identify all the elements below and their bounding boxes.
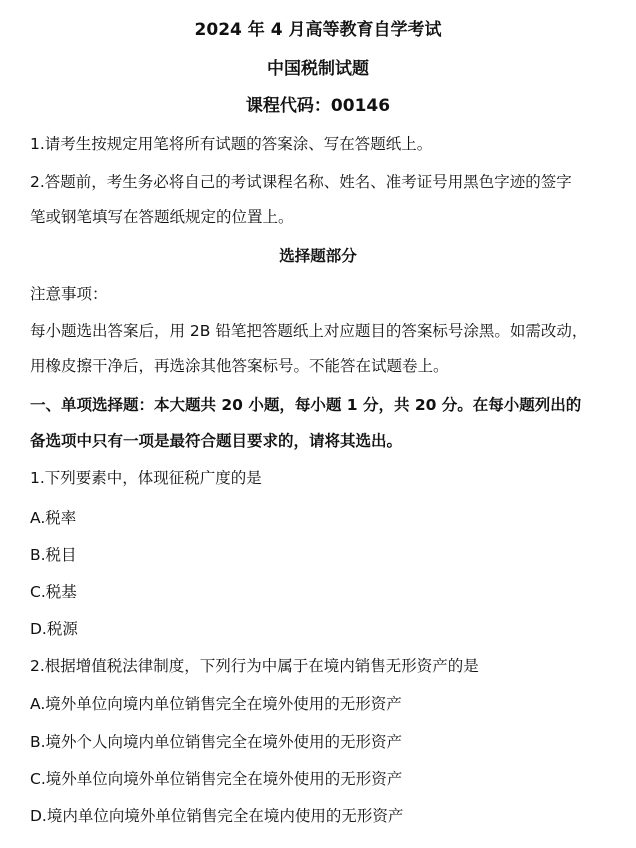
instruction-2-line-2: 笔或钢笔填写在答题纸规定的位置上。 xyxy=(30,208,294,226)
question-1-option-a: A.税率 xyxy=(30,509,77,527)
question-2-option-c: C.境外单位向境外单位销售完全在境外使用的无形资产 xyxy=(30,770,403,788)
notice-line-2: 用橡皮擦干净后，再选涂其他答案标号。不能答在试题卷上。 xyxy=(30,357,449,375)
instruction-2-line-1: 2.答题前，考生务必将自己的考试课程名称、姓名、准考证号用黑色字迹的签字 xyxy=(30,173,572,191)
question-2-option-d: D.境内单位向境外单位销售完全在境内使用的无形资产 xyxy=(30,807,404,825)
question-1-option-c: C.税基 xyxy=(30,583,77,601)
instruction-1: 1.请考生按规定用笔将所有试题的答案涂、写在答题纸上。 xyxy=(30,135,433,153)
notice-label: 注意事项： xyxy=(30,285,108,303)
question-2-option-a: A.境外单位向境内单位销售完全在境外使用的无形资产 xyxy=(30,695,402,713)
question-2-stem: 2.根据增值税法律制度，下列行为中属于在境内销售无形资产的是 xyxy=(30,657,479,675)
question-1-stem: 1.下列要素中，体现征税广度的是 xyxy=(30,469,262,487)
subject-title: 中国税制试题 xyxy=(267,59,369,79)
notice-line-1: 每小题选出答案后，用 2B 铅笔把答题纸上对应题目的答案标号涂黑。如需改动， xyxy=(30,322,588,340)
course-code: 课程代码：00146 xyxy=(245,96,391,116)
part-heading-line-2: 备选项中只有一项是最符合题目要求的，请将其选出。 xyxy=(30,432,403,450)
section-title: 选择题部分 xyxy=(279,247,357,265)
exam-title: 2024 年 4 月高等教育自学考试 xyxy=(194,20,442,40)
question-2-option-b: B.境外个人向境内单位销售完全在境外使用的无形资产 xyxy=(30,733,403,751)
question-1-option-d: D.税源 xyxy=(30,620,78,638)
part-heading-line-1: 一、单项选择题：本大题共 20 小题，每小题 1 分，共 20 分。在每小题列出的 xyxy=(30,396,582,414)
question-1-option-b: B.税目 xyxy=(30,546,77,564)
